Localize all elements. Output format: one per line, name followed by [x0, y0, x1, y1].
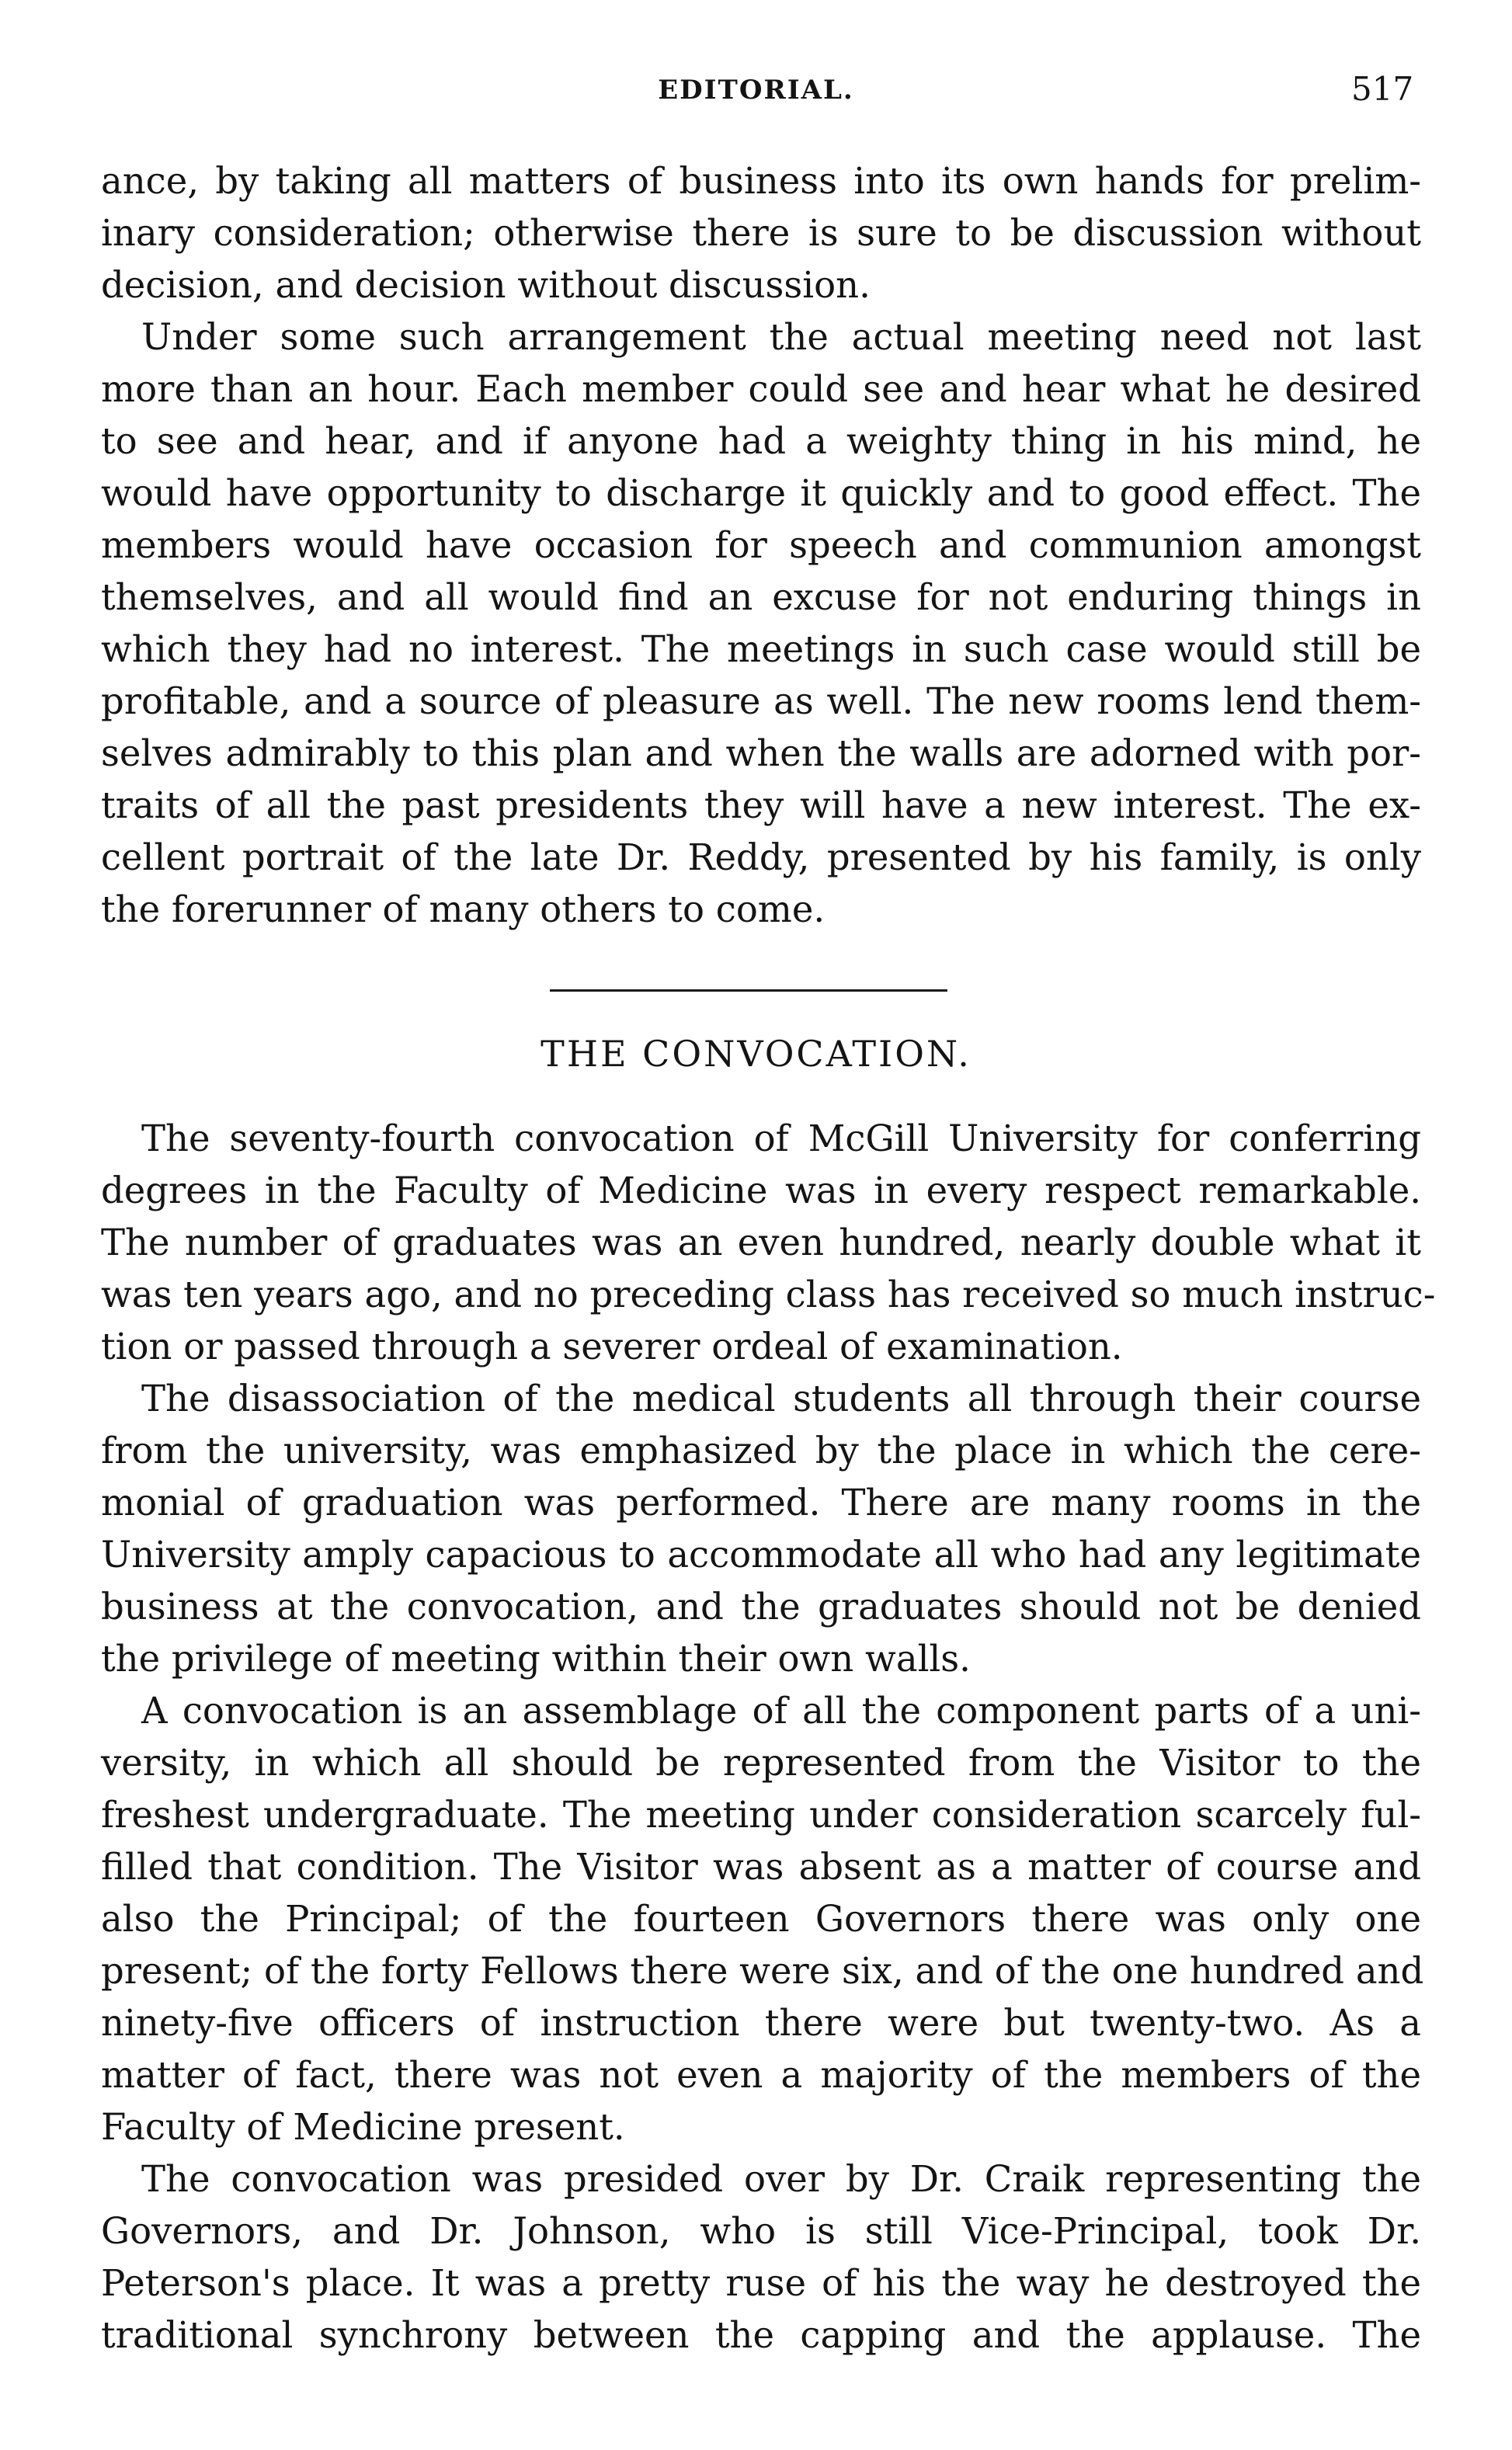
text-line: The seventy-fourth convocation of McGill University for conferring [141, 1117, 1421, 1159]
text-line: freshest undergraduate. The meeting under consideration scarcely ful- [101, 1794, 1421, 1836]
paragraph [101, 2153, 1421, 2361]
text-line: Peterson's place. It was a pretty ruse of his the way he destroyed the [101, 2262, 1421, 2304]
text-line: ninety-five officers of instruction there were but twenty-two. As a [101, 2002, 1421, 2044]
text-line: The convocation was presided over by Dr. Craik representing the [141, 2158, 1421, 2200]
text-line: business at the convocation, and the graduates should not be denied [101, 1586, 1421, 1628]
text-line: inary consideration; otherwise there is sure to be discussion without [101, 212, 1421, 254]
text-line: monial of graduation was performed. There are many rooms in the [101, 1482, 1421, 1524]
section-title: THE CONVOCATION. [540, 1033, 972, 1075]
text-line: which they had no interest. The meetings in such case would still be [101, 628, 1421, 670]
section-divider [550, 989, 947, 992]
running-title: EDITORIAL. [658, 75, 854, 106]
text-line: versity, in which all should be represented from the Visitor to the [101, 1742, 1421, 1784]
paragraph [101, 1113, 1436, 1373]
text-line: tion or passed through a severer ordeal of examination. [101, 1326, 1123, 1367]
text-line: The number of graduates was an even hundred, nearly double what it [101, 1222, 1421, 1263]
text-line: traditional synchrony between the capping and the applause. The [101, 2314, 1421, 2356]
text-line: to see and hear, and if anyone had a weighty thing in his mind, he [101, 420, 1421, 462]
text-line: members would have occasion for speech and communion amongst [101, 524, 1421, 566]
paragraph [101, 311, 1421, 936]
text-line: also the Principal; of the fourteen Governors there was only one [101, 1898, 1421, 1940]
paragraph [101, 1373, 1421, 1685]
page-number: 517 [1351, 70, 1414, 108]
text-line: was ten years ago, and no preceding class has received so much instruc- [101, 1274, 1436, 1315]
text-line: Governors, and Dr. Johnson, who is still Vice-Principal, took Dr. [101, 2210, 1421, 2252]
text-line: Faculty of Medicine present. [101, 2106, 625, 2148]
text-line: the forerunner of many others to come. [101, 888, 826, 930]
text-line: A convocation is an assemblage of all the component parts of a uni- [141, 1690, 1421, 1732]
text-line: degrees in the Faculty of Medicine was in every respect remarkable. [101, 1169, 1421, 1211]
text-line: cellent portrait of the late Dr. Reddy, presented by his family, is only [101, 836, 1421, 878]
text-line: themselves, and all would find an excuse for not enduring things in [101, 576, 1421, 618]
convocation-text [101, 1113, 1436, 2361]
text-line: the privilege of meeting within their own walls. [101, 1638, 971, 1680]
text-line: profitable, and a source of pleasure as well. The new rooms lend them- [101, 680, 1421, 722]
text-line: Under some such arrangement the actual meeting need not last [141, 316, 1421, 358]
text-line: would have opportunity to discharge it quickly and to good effect. The [101, 472, 1421, 514]
paragraph [101, 1685, 1424, 2153]
text-line: present; of the forty Fellows there were six, and of the one hundred and [101, 1950, 1424, 1992]
paragraph [101, 155, 1421, 311]
text-line: University amply capacious to accommodate all who had any legitimate [101, 1534, 1421, 1576]
text-line: filled that condition. The Visitor was absent as a matter of course and [101, 1846, 1421, 1888]
text-line: traits of all the past presidents they will have a new interest. The ex- [101, 784, 1421, 826]
text-line: matter of fact, there was not even a majority of the members of the [101, 2054, 1421, 2096]
text-line: The disassociation of the medical students all through their course [141, 1378, 1421, 1420]
text-line: from the university, was emphasized by the place in which the cere- [101, 1430, 1421, 1472]
text-line: more than an hour. Each member could see and hear what he desired [101, 368, 1421, 410]
text-line: ance, by taking all matters of business into its own hands for prelim- [101, 160, 1421, 202]
intro-text [101, 155, 1421, 936]
text-line: selves admirably to this plan and when the walls are adorned with por- [101, 732, 1421, 774]
text-line: decision, and decision without discussion. [101, 264, 871, 306]
